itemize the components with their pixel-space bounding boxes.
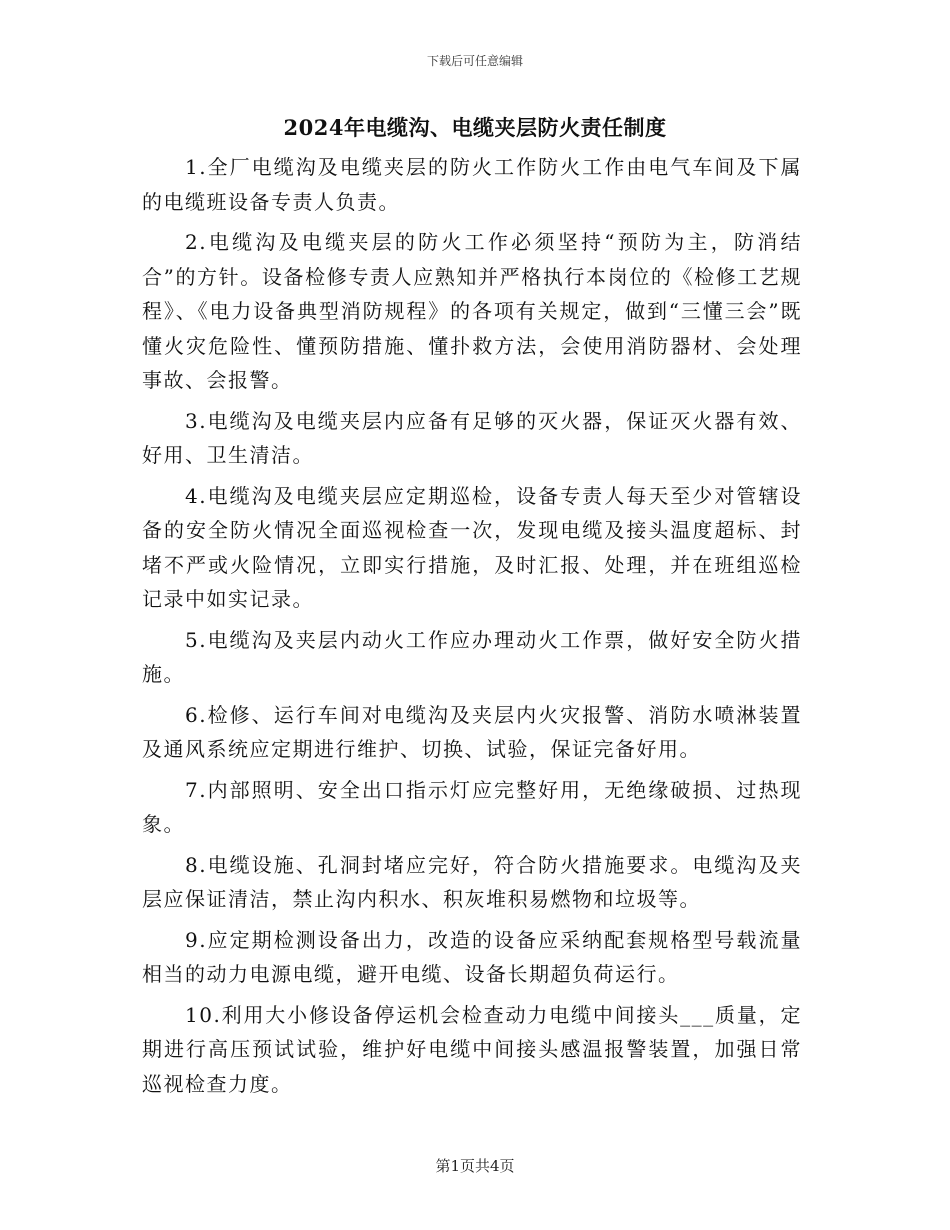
paragraph-10: 10.利用大小修设备停运机会检查动力电缆中间接头___质量，定期进行高压预试试验，维护好电缆中间接头感温报警装置，加强日常巡视检查力度。 — [142, 1002, 802, 1096]
paragraph-7: 7.内部照明、安全出口指示灯应完整好用，无绝缘破损、过热现象。 — [142, 777, 802, 836]
paragraph-5: 5.电缆沟及夹层内动火工作应办理动火工作票，做好安全防火措施。 — [142, 627, 802, 686]
paragraph-8: 8.电缆设施、孔洞封堵应完好，符合防火措施要求。电缆沟及夹层应保证清洁，禁止沟内积水、积灰堆积易燃物和垃圾等。 — [142, 852, 802, 911]
paragraph-1: 1.全厂电缆沟及电缆夹层的防火工作防火工作由电气车间及下属的电缆班设备专责人负责。 — [142, 155, 802, 214]
page-number-footer: 第1页共4页 — [435, 1157, 515, 1175]
document-body — [142, 150, 802, 1107]
paragraph-9: 9.应定期检测设备出力，改造的设备应采纳配套规格型号载流量相当的动力电源电缆，避开电缆、设备长期超负荷运行。 — [142, 927, 802, 986]
page-header: 下载后可任意编辑 — [426, 54, 523, 68]
paragraph-2: 2.电缆沟及电缆夹层的防火工作必须坚持“预防为主，防消结合”的方针。设备检修专责人应熟知并严格执行本岗位的《检修工艺规程》、《电力设备典型消防规程》的各项有关规定，做到“三懂三会”既懂火灾危险性、懂预防措施、懂扑救方法，会使用消防器材、会处理事故、会报警。 — [142, 230, 802, 392]
paragraph-6: 6.检修、运行车间对电缆沟及夹层内火灾报警、消防水喷淋装置及通风系统应定期进行维护、切换、试验，保证完备好用。 — [142, 702, 802, 761]
paragraph-4: 4.电缆沟及电缆夹层应定期巡检，设备专责人每天至少对管辖设备的安全防火情况全面巡视检查一次，发现电缆及接头温度超标、封堵不严或火险情况，立即实行措施，及时汇报、处理，并在班组巡检记录中如实记录。 — [142, 483, 802, 611]
paragraph-3: 3.电缆沟及电缆夹层内应备有足够的灭火器，保证灭火器有效、好用、卫生清洁。 — [142, 408, 802, 467]
document-title: 2024年电缆沟、电缆夹层防火责任制度 — [283, 115, 667, 140]
